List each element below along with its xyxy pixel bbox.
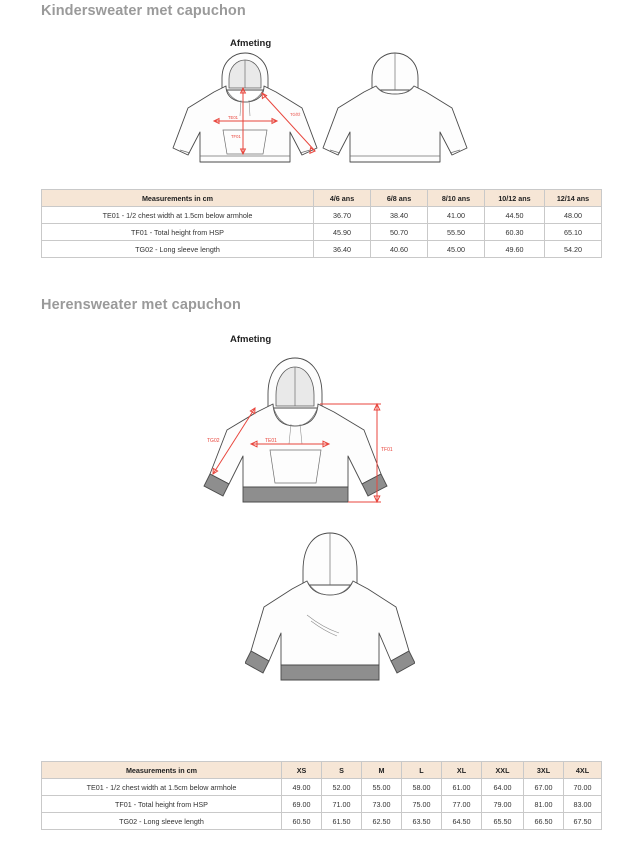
col-header-size-2: 6/8 ans — [371, 190, 428, 207]
cell-value: 45.00 — [428, 241, 485, 258]
svg-text:TF01: TF01 — [381, 447, 393, 453]
table-row — [42, 779, 602, 796]
cell-value: 44.50 — [485, 207, 545, 224]
col-header-size-4xl: 4XL — [564, 762, 602, 779]
row-label: TG02 - Long sleeve length — [42, 241, 314, 258]
cell-value: 67.50 — [564, 813, 602, 830]
cell-value: 60.30 — [485, 224, 545, 241]
afmeting-label-men: Afmeting — [230, 334, 272, 345]
cell-value: 65.50 — [482, 813, 524, 830]
mens-hoodie-back-drawing — [245, 525, 415, 695]
kids-hoodie-technical-drawing — [130, 48, 510, 178]
cell-value: 77.00 — [442, 796, 482, 813]
cell-value: 61.00 — [442, 779, 482, 796]
cell-value: 62.50 — [362, 813, 402, 830]
col-header-size-5: 12/14 ans — [545, 190, 602, 207]
kids-size-table — [41, 189, 602, 258]
svg-text:TG02: TG02 — [207, 438, 220, 444]
col-header-measurements: Measurements in cm — [42, 762, 282, 779]
cell-value: 52.00 — [322, 779, 362, 796]
col-header-measurements: Measurements in cm — [42, 190, 314, 207]
row-label: TF01 - Total height from HSP — [42, 796, 282, 813]
table-row — [42, 207, 602, 224]
cell-value: 83.00 — [564, 796, 602, 813]
afmeting-label-kids: Afmeting — [230, 38, 272, 49]
col-header-size-3xl: 3XL — [524, 762, 564, 779]
svg-text:TE01: TE01 — [265, 438, 277, 444]
row-label: TG02 - Long sleeve length — [42, 813, 282, 830]
cell-value: 40.60 — [371, 241, 428, 258]
svg-text:TF01: TF01 — [231, 134, 241, 139]
row-label: TF01 - Total height from HSP — [42, 224, 314, 241]
cell-value: 73.00 — [362, 796, 402, 813]
col-header-size-xxl: XXL — [482, 762, 524, 779]
col-header-size-xl: XL — [442, 762, 482, 779]
col-header-size-4: 10/12 ans — [485, 190, 545, 207]
cell-value: 63.50 — [402, 813, 442, 830]
cell-value: 69.00 — [282, 796, 322, 813]
section-title-kids: Kindersweater met capuchon — [41, 3, 246, 19]
mens-hoodie-front-drawing — [185, 352, 435, 512]
col-header-size-s: S — [322, 762, 362, 779]
cell-value: 54.20 — [545, 241, 602, 258]
col-header-size-1: 4/6 ans — [314, 190, 371, 207]
row-label: TE01 - 1/2 chest width at 1.5cm below armhole — [42, 779, 282, 796]
table-men — [41, 761, 602, 830]
col-header-size-xs: XS — [282, 762, 322, 779]
table-row — [42, 224, 602, 241]
cell-value: 48.00 — [545, 207, 602, 224]
table-row — [42, 813, 602, 830]
cell-value: 49.00 — [282, 779, 322, 796]
cell-value: 67.00 — [524, 779, 564, 796]
cell-value: 71.00 — [322, 796, 362, 813]
cell-value: 60.50 — [282, 813, 322, 830]
cell-value: 55.50 — [428, 224, 485, 241]
col-header-size-l: L — [402, 762, 442, 779]
cell-value: 61.50 — [322, 813, 362, 830]
cell-value: 75.00 — [402, 796, 442, 813]
svg-text:TG02: TG02 — [289, 111, 301, 117]
cell-value: 66.50 — [524, 813, 564, 830]
cell-value: 49.60 — [485, 241, 545, 258]
cell-value: 81.00 — [524, 796, 564, 813]
cell-value: 70.00 — [564, 779, 602, 796]
table-header-row — [42, 762, 602, 779]
mens-size-table — [41, 761, 602, 830]
cell-value: 64.50 — [442, 813, 482, 830]
table-kids — [41, 189, 602, 258]
table-row — [42, 796, 602, 813]
cell-value: 65.10 — [545, 224, 602, 241]
cell-value: 50.70 — [371, 224, 428, 241]
col-header-size-3: 8/10 ans — [428, 190, 485, 207]
col-header-size-m: M — [362, 762, 402, 779]
section-title-men: Herensweater met capuchon — [41, 297, 241, 313]
cell-value: 58.00 — [402, 779, 442, 796]
svg-text:TE01: TE01 — [228, 115, 239, 120]
cell-value: 64.00 — [482, 779, 524, 796]
cell-value: 36.40 — [314, 241, 371, 258]
cell-value: 36.70 — [314, 207, 371, 224]
cell-value: 45.90 — [314, 224, 371, 241]
row-label: TE01 - 1/2 chest width at 1.5cm below armhole — [42, 207, 314, 224]
cell-value: 79.00 — [482, 796, 524, 813]
cell-value: 38.40 — [371, 207, 428, 224]
table-row — [42, 241, 602, 258]
cell-value: 55.00 — [362, 779, 402, 796]
table-header-row — [42, 190, 602, 207]
cell-value: 41.00 — [428, 207, 485, 224]
